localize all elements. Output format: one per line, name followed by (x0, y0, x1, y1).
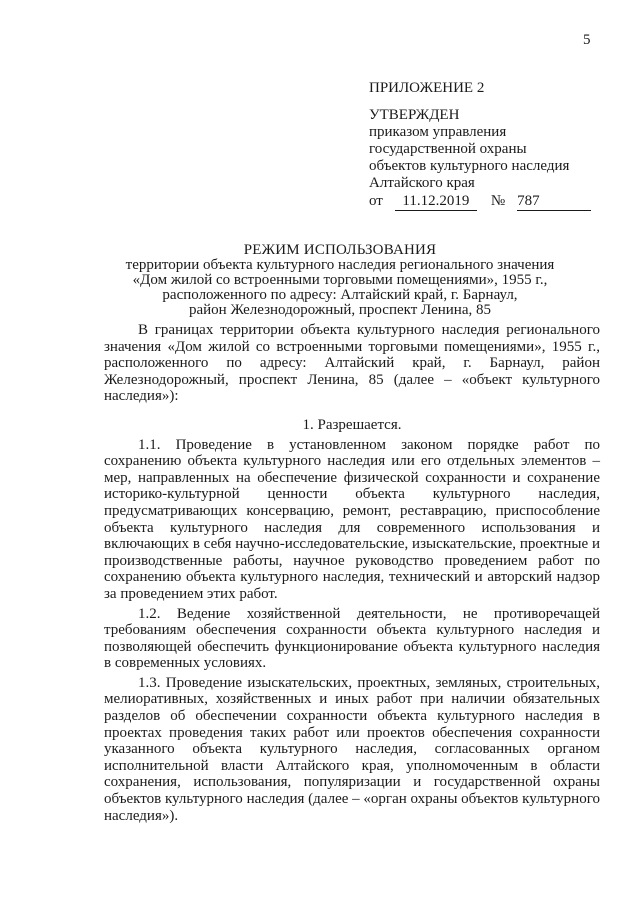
item-1-1: 1.1. Проведение в установленном законом порядке работ по сохранению объекта культурного наследия или его отдельных элементов – мер, направленных на обеспечение физической сохранности и сохранение историко-культурной ценности объекта культурного наследия, предусматривающих консервацию, ремонт, реставрацию, приспособление объекта культурного наследия для современного использования и включающих в себя научно-исследовательские, изыскательские, проектные и производственные работы, научное руководство проведением работ по сохранению объекта культурного наследия, технический и авторский надзор за проведением этих работ. (104, 436, 600, 602)
heading-line: район Железнодорожный, проспект Ленина, 85 (188, 302, 491, 318)
section-1-title: 1. Разрешается. (302, 416, 402, 433)
date-number-line (369, 193, 619, 211)
approval-line: государственной охраны (369, 141, 527, 157)
heading-line: расположенного по адресу: Алтайский край, г. Барнаул, (162, 287, 518, 303)
item-1-2: 1.2. Ведение хозяйственной деятельности, не противоречащей требованиям обеспечения сохранности объекта культурного наследия и позволяющей обеспечить функционирование объекта культурного наследия в современных условиях. (104, 605, 600, 672)
approval-line: Алтайского края (369, 175, 475, 191)
page-number: 5 (583, 32, 591, 48)
order-number: 787 (517, 193, 591, 211)
intro-paragraph: В границах территории объекта культурного наследия регионального значения «Дом жилой со встроенными торговыми помещениями», 1955 г., расположенного по адресу: Алтайский край, г. Барнаул, район Железнодорожный, проспект Ленина, 85 (далее – «объект культурного наследия»): (104, 322, 600, 405)
heading-line: территории объекта культурного наследия регионального значения (125, 257, 555, 273)
approval-line: объектов культурного наследия (369, 158, 570, 174)
date-prefix: от (369, 193, 383, 209)
heading-title: РЕЖИМ ИСПОЛЬЗОВАНИЯ (243, 242, 437, 258)
order-date: 11.12.2019 (395, 193, 477, 211)
approval-block (369, 80, 619, 211)
approval-line: приказом управления (369, 124, 507, 140)
approved-label: УТВЕРЖДЕН (369, 107, 460, 123)
document-body (104, 322, 600, 824)
document-heading (80, 243, 600, 318)
heading-line: «Дом жилой со встроенными торговыми помещениями», 1955 г., (132, 272, 548, 288)
item-1-3: 1.3. Проведение изыскательских, проектных, земляных, строительных, мелиоративных, хозяйственных и иных работ при наличии обязательных разделов об обеспечении сохранности объекта культурного наследия в проектах проведения таких работ или проектов обеспечения сохранности указанного объекта культурного наследия, согласованных органом исполнительной власти Алтайского края, уполномоченным в области сохранения, использования, популяризации и государственной охраны объектов культурного наследия (далее – «орган охраны объектов культурного наследия»). (104, 674, 600, 824)
appendix-title: ПРИЛОЖЕНИЕ 2 (369, 80, 485, 96)
number-prefix: № (490, 193, 506, 209)
